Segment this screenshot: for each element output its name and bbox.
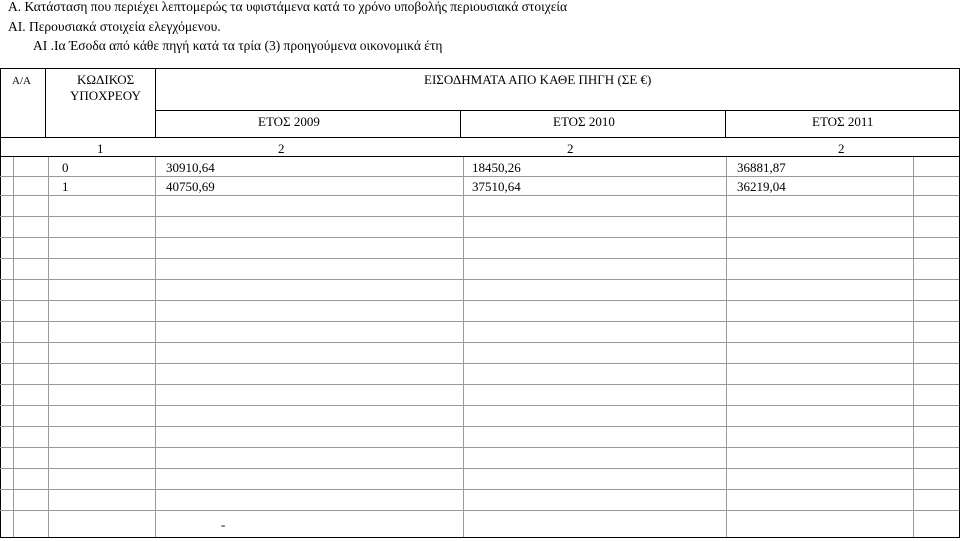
year-2010-header: ΕΤΟΣ 2010 — [553, 114, 615, 129]
row-line — [0, 195, 959, 196]
row-value-2010: 18450,26 — [472, 160, 521, 175]
body-divider-f — [913, 157, 914, 537]
code-column-divider — [155, 68, 156, 137]
code-header-line2: ΥΠΟΧΡΕΟΥ — [70, 88, 141, 103]
row-line — [0, 237, 959, 238]
aa-header: Α/Α — [12, 75, 31, 87]
body-divider-e — [726, 157, 727, 537]
row-line — [0, 300, 959, 301]
row-line — [0, 258, 959, 259]
row-value-2011: 36219,04 — [737, 179, 786, 194]
row-line — [0, 447, 959, 448]
years-row-top — [155, 110, 959, 111]
row-aa: 1 — [62, 179, 69, 194]
numbering-cell: 2 — [567, 141, 574, 156]
year-2011-header: ΕΤΟΣ 2011 — [812, 114, 874, 129]
row-line — [0, 384, 959, 385]
subsection-heading: ΑΙ .Ια Έσοδα από κάθε πηγή κατά τα τρία (3) προηγούμενα οικονομικά έτη — [33, 38, 443, 53]
row-line — [0, 321, 959, 322]
section-heading: ΑΙ. Περουσιακά στοιχεία ελεγχόμενου. — [8, 19, 221, 34]
year-2009-header: ΕΤΟΣ 2009 — [258, 114, 320, 129]
code-header-line1: ΚΩΔΙΚΟΣ — [77, 72, 135, 87]
row-line — [0, 176, 959, 177]
row-value-2009: 40750,69 — [166, 179, 215, 194]
row-line — [0, 489, 959, 490]
header-bottom-border — [0, 137, 959, 138]
footer-dash: - — [221, 517, 226, 532]
row-line — [0, 510, 959, 511]
body-divider-b — [48, 157, 49, 537]
row-line — [0, 405, 959, 406]
row-line — [0, 279, 959, 280]
body-divider-d — [463, 157, 464, 537]
row-value-2011: 36881,87 — [737, 160, 786, 175]
numbering-cell: 1 — [97, 141, 104, 156]
document-heading: Α. Κατάσταση που περιέχει λεπτομερώς τα υφιστάμενα κατά το χρόνο υποβολής περιουσιακά στοιχεία — [8, 0, 568, 14]
year-divider-2 — [725, 110, 726, 137]
numbering-cell: 2 — [838, 141, 845, 156]
row-line — [0, 426, 959, 427]
year-divider-1 — [460, 110, 461, 137]
table-bottom-border — [0, 537, 959, 538]
body-divider-a — [13, 157, 14, 537]
row-line — [0, 468, 959, 469]
table-top-border — [0, 68, 959, 69]
numbering-row-bottom — [0, 156, 959, 157]
row-line — [0, 363, 959, 364]
body-divider-c — [155, 157, 156, 537]
numbering-cell: 2 — [278, 141, 285, 156]
row-aa: 0 — [62, 160, 69, 175]
row-line — [0, 342, 959, 343]
income-header: ΕΙΣΟΔΗΜΑΤΑ ΑΠΟ ΚΑΘΕ ΠΗΓΗ (ΣΕ €) — [424, 72, 652, 87]
row-line — [0, 216, 959, 217]
row-value-2010: 37510,64 — [472, 179, 521, 194]
row-value-2009: 30910,64 — [166, 160, 215, 175]
aa-column-divider — [45, 68, 46, 137]
